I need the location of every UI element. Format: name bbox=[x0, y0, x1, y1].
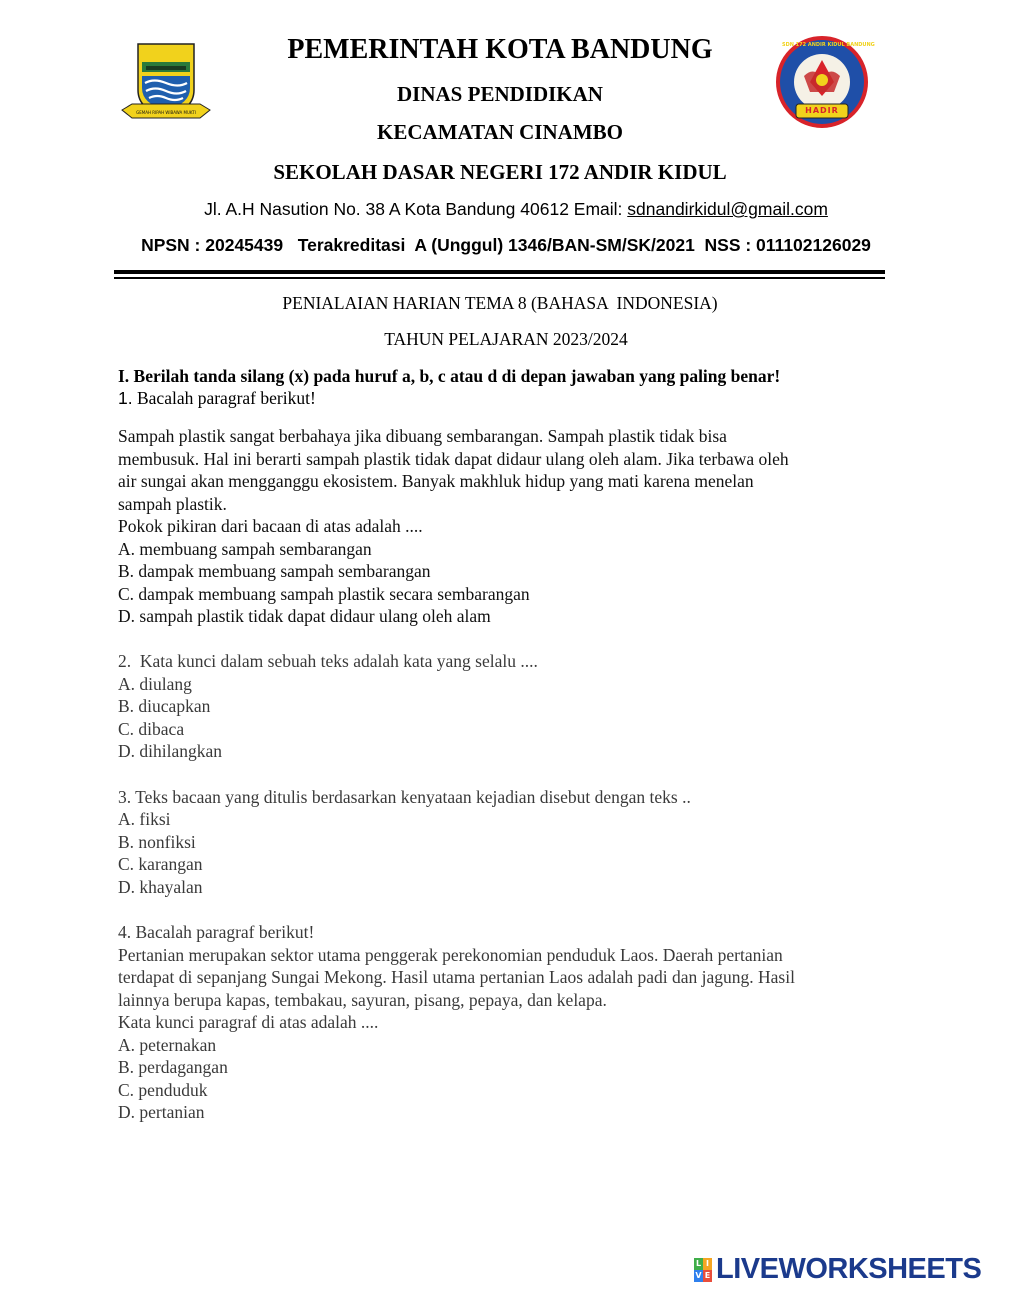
liveworksheets-badge-icon bbox=[694, 1258, 712, 1282]
q1-prompt bbox=[118, 388, 316, 409]
q1-question: Pokok pikiran dari bacaan di atas adalah .... bbox=[118, 516, 423, 536]
school-title: SEKOLAH DASAR NEGERI 172 ANDIR KIDUL bbox=[273, 160, 727, 184]
government-title: PEMERINTAH KOTA BANDUNG bbox=[287, 34, 713, 65]
header-divider-thick bbox=[114, 270, 885, 274]
q3-question: 3. Teks bacaan yang ditulis berdasarkan kenyataan kejadian disebut dengan teks .. bbox=[118, 787, 691, 807]
badge-letter: I bbox=[703, 1258, 712, 1270]
q4-passage-line: Pertanian merupakan sektor utama penggerak perekonomian penduduk Laos. Daerah pertanian bbox=[118, 945, 783, 965]
q1-option-b[interactable]: B. dampak membuang sampah sembarangan bbox=[118, 561, 431, 581]
q1-option-a[interactable]: A. membuang sampah sembarangan bbox=[118, 539, 372, 559]
district-title: KECAMATAN CINAMBO bbox=[377, 120, 623, 144]
q4-question: Kata kunci paragraf di atas adalah .... bbox=[118, 1012, 379, 1032]
q2-question: 2. Kata kunci dalam sebuah teks adalah kata yang selalu .... bbox=[118, 651, 538, 671]
email-link[interactable]: sdnandirkidul@gmail.com bbox=[627, 199, 828, 219]
q1-prompt-text: Bacalah paragraf berikut! bbox=[132, 388, 316, 408]
school-logo-banner: HADIR bbox=[805, 106, 839, 115]
q3-option-d[interactable]: D. khayalan bbox=[118, 877, 203, 897]
registration-info: NPSN : 20245439 Terakreditasi A (Unggul) 1346/BAN-SM/SK/2021 NSS : 011102126029 bbox=[141, 235, 871, 255]
liveworksheets-text: LIVEWORKSHEETS bbox=[716, 1253, 982, 1285]
q1-passage-line: sampah plastik. bbox=[118, 494, 227, 514]
header-divider-thin bbox=[114, 277, 885, 279]
section-instruction: I. Berilah tanda silang (x) pada huruf a, b, c atau d di depan jawaban yang paling benar! bbox=[118, 366, 781, 386]
q1-number: 1. bbox=[118, 388, 133, 408]
q4-option-a[interactable]: A. peternakan bbox=[118, 1035, 217, 1055]
q4-option-d[interactable]: D. pertanian bbox=[118, 1102, 205, 1122]
school-address bbox=[0, 199, 1032, 220]
q1-passage-line: air sungai akan mengganggu ekosistem. Banyak makhluk hidup yang mati karena menelan bbox=[118, 471, 754, 491]
q2-option-c[interactable]: C. dibaca bbox=[118, 719, 185, 739]
address-text: Jl. A.H Nasution No. 38 A Kota Bandung 40612 Email: bbox=[204, 199, 628, 219]
badge-letter: L bbox=[695, 1259, 702, 1268]
q2-option-a[interactable]: A. diulang bbox=[118, 674, 192, 694]
q4-prompt: 4. Bacalah paragraf berikut! bbox=[118, 922, 315, 942]
liveworksheets-watermark[interactable] bbox=[694, 1252, 994, 1286]
agency-title: DINAS PENDIDIKAN bbox=[397, 82, 603, 106]
q4-option-b[interactable]: B. perdagangan bbox=[118, 1057, 228, 1077]
school-logo-ring-text: SDN 172 ANDIR KIDUL BANDUNG bbox=[782, 42, 875, 48]
q1-option-c[interactable]: C. dampak membuang sampah plastik secara sembarangan bbox=[118, 584, 530, 604]
q2-option-d[interactable]: D. dihilangkan bbox=[118, 741, 223, 761]
q1-option-d[interactable]: D. sampah plastik tidak dapat didaur ulang oleh alam bbox=[118, 606, 491, 626]
q1-passage-line: membusuk. Hal ini berarti sampah plastik tidak dapat didaur ulang oleh alam. Jika terbawa oleh bbox=[118, 449, 789, 469]
q4-passage-line: terdapat di sepanjang Sungai Mekong. Hasil utama pertanian Laos adalah padi dan jagung. Hasil bbox=[118, 967, 795, 987]
exam-year: TAHUN PELAJARAN 2023/2024 bbox=[384, 329, 628, 349]
city-motto: GEMAH RIPAH WIBAWA MUKTI bbox=[136, 110, 196, 115]
q2-option-b[interactable]: B. diucapkan bbox=[118, 696, 211, 716]
q4-passage-line: lainnya berupa kapas, tembakau, sayuran, pisang, pepaya, dan kelapa. bbox=[118, 990, 607, 1010]
badge-letter: V bbox=[695, 1271, 702, 1280]
q3-option-c[interactable]: C. karangan bbox=[118, 854, 203, 874]
q3-option-b[interactable]: B. nonfiksi bbox=[118, 832, 196, 852]
q4-option-c[interactable]: C. penduduk bbox=[118, 1080, 208, 1100]
q3-option-a[interactable]: A. fiksi bbox=[118, 809, 171, 829]
exam-title: PENIALAIAN HARIAN TEMA 8 (BAHASA INDONESIA) bbox=[282, 293, 718, 313]
q1-passage-line: Sampah plastik sangat berbahaya jika dibuang sembarangan. Sampah plastik tidak bisa bbox=[118, 426, 727, 446]
badge-letter: E bbox=[704, 1271, 711, 1280]
